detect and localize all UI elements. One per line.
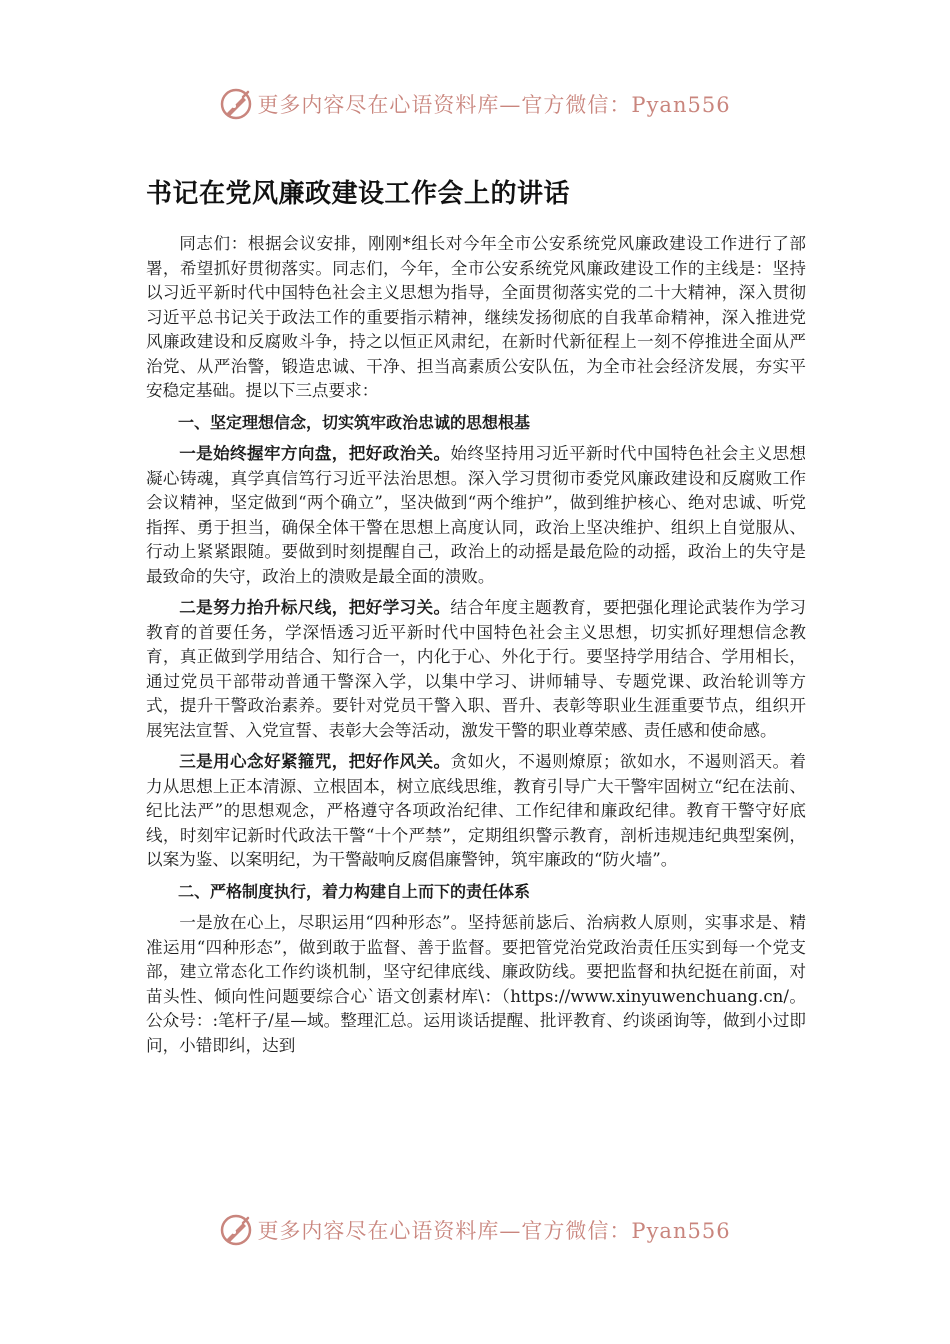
pen-nib-logo-icon xyxy=(219,87,253,121)
paragraph-3 xyxy=(146,750,806,873)
paragraph-1-lead: 一是始终握牢方向盘，把好政治关。 xyxy=(179,444,451,463)
paragraph-1 xyxy=(146,442,806,589)
paragraph-3-text: 贪如火，不遏则燎原；欲如水，不遏则滔天。着力从思想上正本清源、立根固本，树立底线思维，教育引导广大干警牢固树立“纪在法前、纪比法严”的思想观念，严格遵守各项政治纪律、工作纪律和廉政纪律。教育干警守好底线，时刻牢记新时代政法干警“十个严禁”，定期组织警示教育，剖析违规违纪典型案例，以案为鉴、以案明纪，为干警敲响反腐倡廉警钟，筑牢廉政的“防火墙”。 xyxy=(146,752,807,869)
document-body xyxy=(146,232,806,1058)
bottom-banner xyxy=(0,1210,950,1250)
section-heading-2: 二、严格制度执行，着力构建自上而下的责任体系 xyxy=(178,881,531,901)
paragraph-3-lead: 三是用心念好紧箍咒，把好作风关。 xyxy=(179,752,451,771)
paragraph-2 xyxy=(146,596,806,743)
banner-text: 更多内容尽在心语资料库—官方微信：Pyan556 xyxy=(257,1219,731,1243)
document-title: 书记在党风廉政建设工作会上的讲话 xyxy=(146,179,571,209)
paragraph-2-lead: 二是努力抬升标尺线，把好学习关。 xyxy=(179,598,451,617)
paragraph-1-text: 始终坚持用习近平新时代中国特色社会主义思想凝心铸魂，真学真信笃行习近平法治思想。深入学习贯彻市委党风廉政建设和反腐败工作会议精神，坚定做到“两个确立”，坚决做到“两个维护”，做到维护核心、绝对忠诚、听党指挥、勇于担当，确保全体干警在思想上高度认同，政治上坚决维护、组织上自觉服从、行动上紧紧跟随。要做到时刻提醒自己，政治上的动摇是最危险的动摇，政治上的失守是最致命的失守，政治上的溃败是最全面的溃败。 xyxy=(146,444,807,586)
paragraph-4: 一是放在心上，尽职运用“四种形态”。坚持惩前毖后、治病救人原则，实事求是、精准运用“四种形态”，做到敢于监督、善于监督。要把管党治党政治责任压实到每一个党支部，建立常态化工作约谈机制，坚守纪律底线、廉政防线。要把监督和执纪挺在前面，对苗头性、倾向性问题要综合心`语文创素材库\：（https://www.xinyuwenchuang.cn/。公众号：:笔杆子/星—域。整理汇总。运用谈话提醒、批评教育、约谈函询等，做到小过即问，小错即纠，达到 xyxy=(146,913,806,1055)
paragraph-2-text: 结合年度主题教育，要把强化理论武装作为学习教育的首要任务，学深悟透习近平新时代中国特色社会主义思想，切实抓好理想信念教育，真正做到学用结合、知行合一，内化于心、外化于行。要坚持学用结合、学用相长，通过党员干部带动普通干警深入学，以集中学习、讲师辅导、专题党课、政治轮训等方式，提升干警政治素养。要针对党员干警入职、晋升、表彰等职业生涯重要节点，组织开展宪法宣誓、入党宣誓、表彰大会等活动，激发干警的职业尊荣感、责任感和使命感。 xyxy=(146,598,807,740)
banner-text: 更多内容尽在心语资料库—官方微信：Pyan556 xyxy=(257,93,731,117)
section-heading-1: 一、坚定理想信念，切实筑牢政治忠诚的思想根基 xyxy=(178,412,531,432)
top-banner xyxy=(0,84,950,124)
pen-nib-logo-icon xyxy=(219,1213,253,1247)
intro-paragraph: 同志们：根据会议安排，刚刚*组长对今年全市公安系统党风廉政建设工作进行了部署，希望抓好贯彻落实。同志们，今年，全市公安系统党风廉政建设工作的主线是：坚持以习近平新时代中国特色社会主义思想为指导，全面贯彻落实党的二十大精神，深入贯彻习近平总书记关于政法工作的重要指示精神，继续发扬彻底的自我革命精神，深入推进党风廉政建设和反腐败斗争，持之以恒正风肃纪，在新时代新征程上一刻不停推进全面从严治党、从严治警，锻造忠诚、干净、担当高素质公安队伍，为全市社会经济发展，夯实平安稳定基础。提以下三点要求： xyxy=(146,234,806,400)
